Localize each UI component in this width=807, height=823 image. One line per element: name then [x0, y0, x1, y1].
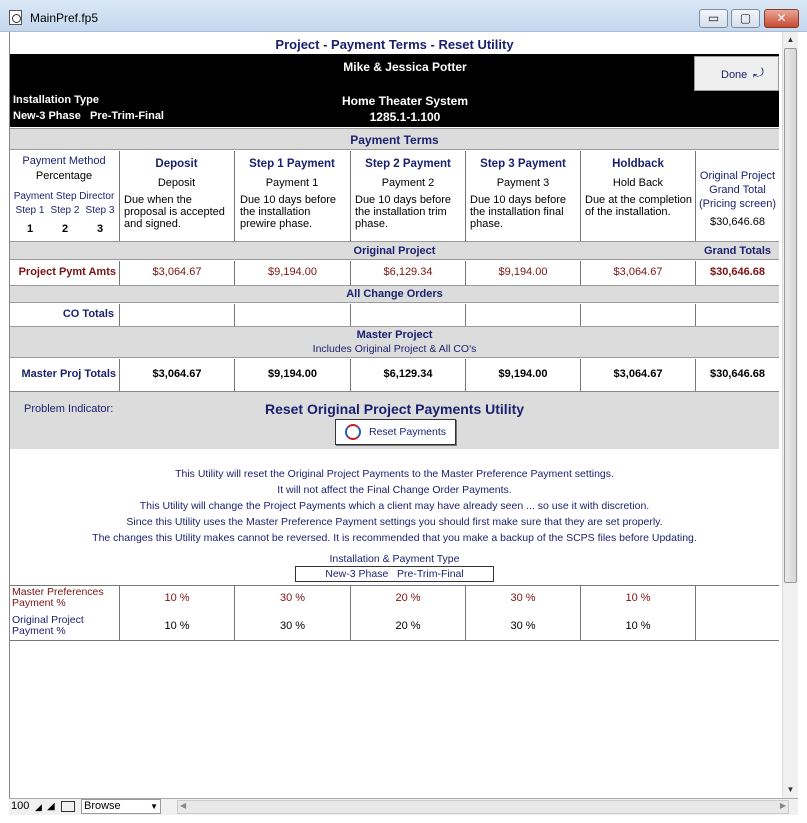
master-totals-row [10, 359, 779, 391]
scroll-thumb[interactable] [784, 48, 797, 583]
project-pymt-row [10, 261, 779, 285]
deposit-desc: Due when the proposal is accepted and signed. [124, 194, 225, 230]
co-totals-row [10, 304, 779, 326]
scroll-right-icon[interactable]: ▶ [779, 801, 786, 810]
note-line-1: This Utility will reset the Original Project Payments to the Master Preference Payment settings. [175, 468, 614, 480]
page-title: Project - Payment Terms - Reset Utility [275, 37, 514, 52]
project-pymt-step3[interactable]: $9,194.00 [498, 266, 548, 278]
payment-terms-grid [10, 151, 779, 241]
original-pct-label-1: Original Project [12, 614, 84, 626]
payment-terms-band [10, 128, 779, 150]
reset-payments-label: Reset Payments [369, 426, 447, 438]
original-pct-step1: 30 % [279, 620, 306, 632]
done-label: Done [721, 69, 748, 81]
project-pymt-deposit[interactable]: $3,064.67 [152, 266, 202, 278]
original-project-label: Original Project [353, 245, 436, 257]
utility-notes [10, 466, 779, 546]
master-total-step3: $9,194.00 [498, 368, 548, 380]
master-pref-label-1: Master Preferences [12, 586, 104, 598]
utility-panel [10, 391, 779, 449]
vertical-scrollbar[interactable] [782, 32, 798, 798]
master-total-step1: $9,194.00 [268, 368, 317, 380]
return-arrow-icon: ⤾ [753, 65, 764, 80]
chevron-down-icon: ▼ [150, 802, 158, 811]
status-bar [9, 798, 798, 815]
close-button[interactable]: ✕ [764, 9, 799, 28]
original-pct-holdback: 10 % [625, 620, 651, 632]
refresh-icon [345, 424, 361, 440]
note-line-3: This Utility will change the Project Payments which a client may have already seen ... so use it with discretion. [139, 500, 650, 512]
step-1-label: Step 1 [15, 205, 45, 216]
master-pct-step1: 30 % [279, 592, 306, 604]
scroll-left-icon[interactable]: ◀ [180, 801, 187, 810]
master-pct-deposit: 10 % [164, 592, 190, 604]
step1-name: Payment 1 [265, 177, 319, 189]
original-project-band [10, 241, 779, 260]
zoom-out-icon[interactable]: ◢ [35, 802, 42, 812]
master-pct-holdback: 10 % [625, 592, 651, 604]
grand-totals-label: Grand Totals [703, 245, 772, 257]
step3-desc: Due 10 days before the installation final phase. [470, 194, 567, 230]
grand-total-label-1: Original Project [699, 170, 776, 182]
step3-header: Step 3 Payment [480, 158, 566, 170]
holdback-desc: Due at the completion of the installation. [585, 194, 693, 218]
project-pymt-label: Project Pymt Amts [18, 266, 116, 278]
step1-desc: Due 10 days before the installation prewire phase. [240, 194, 337, 230]
change-orders-band [10, 285, 779, 303]
zoom-level[interactable]: 100 [11, 800, 30, 812]
project-pymt-step2[interactable]: $6,129.34 [383, 266, 433, 278]
reset-payments-button[interactable] [335, 419, 456, 445]
utility-title: Reset Original Project Payments Utility [264, 401, 525, 417]
project-number: 1285.1-1.100 [369, 110, 441, 124]
step-3-label: Step 3 [85, 205, 115, 216]
master-project-band [10, 326, 779, 358]
payment-terms-label: Payment Terms [350, 133, 439, 147]
grand-total-label-3: (Pricing screen) [698, 198, 777, 210]
scroll-down-icon[interactable]: ▼ [786, 785, 795, 794]
step-1-value[interactable]: 1 [26, 223, 34, 235]
done-button[interactable] [694, 56, 779, 91]
deposit-name: Deposit [157, 177, 196, 189]
mode-select-value: Browse [84, 800, 121, 812]
master-pct-step2: 20 % [395, 592, 421, 604]
grand-total-value: $30,646.68 [709, 216, 766, 228]
project-pymt-holdback[interactable]: $3,064.67 [613, 266, 663, 278]
minimize-button[interactable]: ▭ [699, 9, 728, 28]
master-pref-label-2: Payment % [12, 597, 66, 609]
horizontal-scrollbar[interactable] [177, 800, 789, 814]
step-director-label: Payment Step Director [13, 191, 115, 202]
step2-header: Step 2 Payment [365, 158, 451, 170]
window-titlebar [0, 0, 807, 32]
step-3-value[interactable]: 3 [96, 223, 104, 235]
original-pct-label-2: Payment % [12, 625, 66, 637]
note-line-4: Since this Utility uses the Master Preference Payment settings you should first make sure that they are set properly. [126, 516, 663, 528]
original-pct-deposit: 10 % [164, 620, 190, 632]
window-title: MainPref.fp5 [30, 11, 99, 25]
step-2-value[interactable]: 2 [61, 223, 69, 235]
note-line-5: The changes this Utility makes cannot be reversed. It is recommended that you make a backup of the SCPS files before Updating. [92, 532, 697, 544]
install-pay-type-label: Installation & Payment Type [329, 553, 460, 565]
co-totals-label: CO Totals [62, 308, 114, 320]
installation-type-label: Installation Type [13, 94, 99, 106]
holdback-header: Holdback [612, 158, 664, 170]
master-project-label: Master Project [356, 329, 433, 341]
header-panel [10, 54, 779, 127]
master-total-grand: $30,646.68 [709, 368, 766, 380]
project-pymt-step1[interactable]: $9,194.00 [268, 266, 317, 278]
zoom-in-icon[interactable]: ◢ [47, 801, 55, 812]
master-pct-step3: 30 % [510, 592, 536, 604]
project-pymt-total: $30,646.68 [709, 266, 766, 278]
installation-type-value: New-3 Phase Pre-Trim-Final [13, 110, 164, 122]
original-pct-step2: 20 % [395, 620, 421, 632]
layout-content [10, 32, 779, 798]
app-icon [9, 10, 22, 25]
step3-name: Payment 3 [496, 177, 550, 189]
step2-name: Payment 2 [381, 177, 435, 189]
holdback-name: Hold Back [612, 177, 664, 189]
maximize-button[interactable]: ▢ [731, 9, 760, 28]
mode-select[interactable] [81, 799, 161, 814]
step1-header: Step 1 Payment [249, 158, 335, 170]
master-totals-label: Master Proj Totals [21, 368, 116, 380]
master-total-holdback: $3,064.67 [613, 368, 663, 380]
payment-method-label: Payment Method [22, 155, 106, 167]
master-project-sublabel: Includes Original Project & All CO's [312, 343, 477, 355]
deposit-header: Deposit [155, 158, 198, 170]
master-total-step2: $6,129.34 [383, 368, 433, 380]
step2-desc: Due 10 days before the installation trim phase. [355, 194, 452, 230]
problem-indicator-label: Problem Indicator: [24, 403, 114, 415]
system-name: Home Theater System [341, 94, 469, 108]
grand-total-label-2: Grand Total [709, 184, 766, 196]
note-line-2: It will not affect the Final Change Order Payments. [277, 484, 512, 496]
master-total-deposit: $3,064.67 [152, 368, 202, 380]
client-name: Mike & Jessica Potter [343, 60, 467, 74]
install-pay-type-field[interactable]: New-3 Phase Pre-Trim-Final [295, 566, 494, 582]
step-2-label: Step 2 [50, 205, 80, 216]
status-area-icon[interactable] [61, 801, 75, 812]
change-orders-label: All Change Orders [346, 288, 443, 300]
payment-method-value: Percentage [35, 170, 93, 182]
original-pct-step3: 30 % [510, 620, 536, 632]
scroll-up-icon[interactable]: ▲ [786, 35, 795, 44]
percentages-grid [10, 585, 779, 640]
